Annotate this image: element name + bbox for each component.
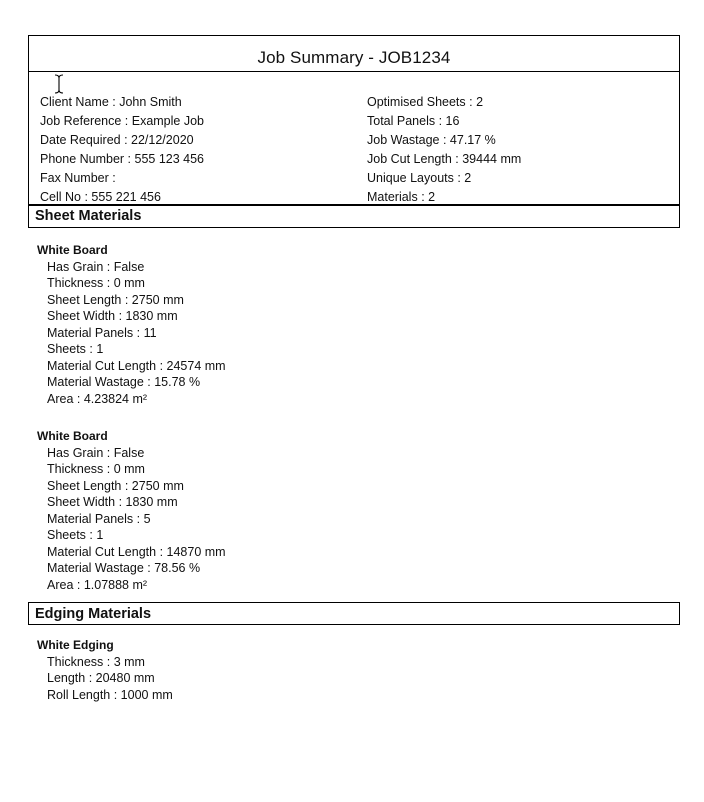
sheet-materials-title: Sheet Materials bbox=[35, 208, 142, 224]
sheet-materials-header bbox=[28, 205, 680, 228]
text-cursor-icon bbox=[53, 74, 65, 94]
material-name: White Board bbox=[37, 243, 108, 257]
material-prop-sheet-width: Sheet Width : 1830 mm bbox=[47, 495, 178, 509]
summary-row-phone-number: Phone Number : 555 123 456 bbox=[40, 152, 205, 166]
material-prop-area: Area : 4.23824 m² bbox=[47, 391, 148, 406]
sheet-material-2 bbox=[37, 428, 226, 593]
report-title: Job Summary - JOB1234 bbox=[257, 48, 451, 67]
summary-row-job-wastage: Job Wastage : 47.17 % bbox=[367, 133, 496, 147]
summary-row-fax-number: Fax Number : bbox=[40, 171, 116, 185]
material-prop-cut-length: Material Cut Length : 24574 mm bbox=[47, 358, 226, 373]
summary-row-job-cut-length: Job Cut Length : 39444 mm bbox=[367, 152, 522, 166]
edging-materials-header bbox=[28, 602, 680, 625]
material-prop-thickness: Thickness : 0 mm bbox=[47, 462, 145, 476]
sheet-material-1 bbox=[37, 242, 226, 407]
edging-prop-length: Length : 20480 mm bbox=[47, 671, 155, 685]
material-prop-sheets: Sheets : 1 bbox=[47, 528, 104, 542]
summary-row-job-reference: Job Reference : Example Job bbox=[40, 114, 204, 128]
summary-row-cell-no: Cell No : 555 221 456 bbox=[40, 190, 161, 204]
material-prop-sheet-width: Sheet Width : 1830 mm bbox=[47, 309, 178, 323]
edging-prop-thickness: Thickness : 3 mm bbox=[47, 654, 145, 669]
material-prop-cut-length: Material Cut Length : 14870 mm bbox=[47, 544, 226, 559]
material-prop-wastage: Material Wastage : 78.56 % bbox=[47, 561, 201, 575]
edging-prop-roll-length: Roll Length : 1000 mm bbox=[47, 687, 173, 702]
material-name: White Board bbox=[37, 429, 108, 443]
summary-row-client-name: Client Name : John Smith bbox=[40, 95, 182, 109]
summary-row-optimised-sheets: Optimised Sheets : 2 bbox=[367, 95, 484, 109]
report-title-box bbox=[28, 35, 680, 72]
summary-row-materials: Materials : 2 bbox=[367, 190, 436, 204]
material-prop-sheet-length: Sheet Length : 2750 mm bbox=[47, 292, 184, 307]
material-prop-thickness: Thickness : 0 mm bbox=[47, 276, 145, 290]
material-prop-has-grain: Has Grain : False bbox=[47, 259, 145, 274]
summary-right-column bbox=[367, 93, 521, 207]
material-prop-material-panels: Material Panels : 11 bbox=[47, 325, 157, 340]
material-prop-material-panels: Material Panels : 5 bbox=[47, 511, 151, 526]
material-prop-sheet-length: Sheet Length : 2750 mm bbox=[47, 478, 184, 493]
material-prop-area: Area : 1.07888 m² bbox=[47, 577, 148, 592]
edging-material-1 bbox=[37, 637, 173, 703]
summary-row-unique-layouts: Unique Layouts : 2 bbox=[367, 171, 472, 185]
summary-row-date-required: Date Required : 22/12/2020 bbox=[40, 133, 194, 147]
material-prop-wastage: Material Wastage : 15.78 % bbox=[47, 375, 201, 389]
edging-materials-title: Edging Materials bbox=[35, 606, 152, 622]
summary-left-column bbox=[40, 93, 204, 207]
material-name: White Edging bbox=[37, 638, 114, 652]
job-summary-box bbox=[28, 71, 680, 206]
material-prop-has-grain: Has Grain : False bbox=[47, 445, 145, 460]
material-prop-sheets: Sheets : 1 bbox=[47, 342, 104, 356]
summary-row-total-panels: Total Panels : 16 bbox=[367, 114, 460, 128]
